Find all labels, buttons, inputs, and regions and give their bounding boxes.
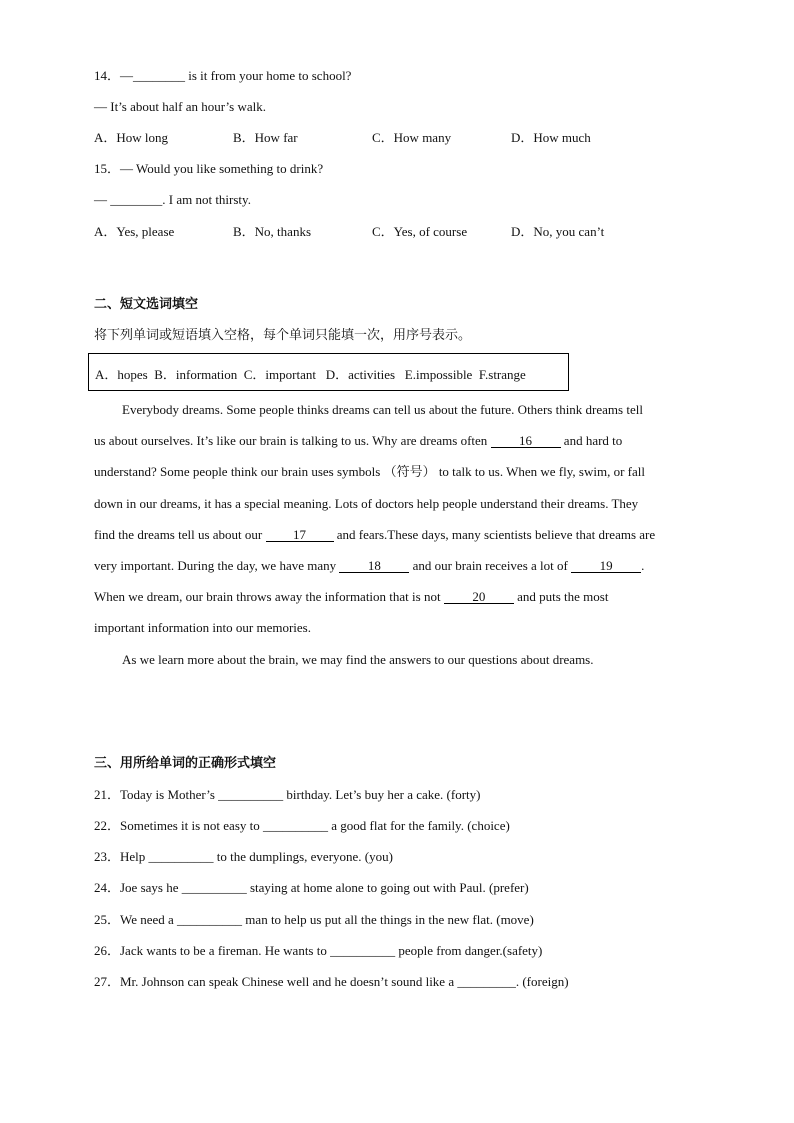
option-c[interactable]: C．Yes, of course <box>372 224 468 239</box>
passage-text: find the dreams tell us about our <box>94 527 266 542</box>
passage-text: and our brain receives a lot of <box>409 558 572 573</box>
word-bank-box <box>88 353 569 391</box>
question-22: 22．Sometimes it is not easy to __________ a good flat for the family. (choice) <box>94 818 510 833</box>
passage-line: understand? Some people think our brain uses symbols （符号） to talk to us. When we fly, swim, or fall <box>94 464 645 479</box>
passage-line: Everybody dreams. Some people thinks dreams can tell us about the future. Others think dreams tell <box>122 402 643 417</box>
passage-line: As we learn more about the brain, we may find the answers to our questions about dreams. <box>122 652 594 667</box>
passage-text: and fears.These days, many scientists believe that dreams are <box>333 527 656 542</box>
question-24: 24．Joe says he __________ staying at home alone to going out with Paul. (prefer) <box>94 880 529 895</box>
passage-text: and puts the most <box>513 589 609 604</box>
section-2-instruction: 将下列单词或短语填入空格，每个单词只能填一次，用序号表示。 <box>94 328 472 343</box>
section-2-heading: 二、短文选词填空 <box>94 297 199 312</box>
word-bank-list: A．hopes B．information C．important D．activities E.impossible F.strange <box>95 367 526 382</box>
question-15-reply: — ________. I am not thirsty. <box>94 192 251 207</box>
question-25: 25．We need a __________ man to help us put all the things in the new flat. (move) <box>94 912 534 927</box>
passage-text: very important. During the day, we have many <box>94 558 340 573</box>
option-d[interactable]: D．No, you can’t <box>511 224 605 239</box>
blank-19[interactable]: 19 <box>571 559 641 573</box>
passage-line <box>94 434 622 448</box>
passage-line <box>94 528 655 542</box>
question-26: 26．Jack wants to be a fireman. He wants to __________ people from danger.(safety) <box>94 943 543 958</box>
passage-line <box>94 559 644 573</box>
option-b[interactable]: B．How far <box>233 130 298 145</box>
option-a[interactable]: A．Yes, please <box>94 224 175 239</box>
option-c[interactable]: C．How many <box>372 130 452 145</box>
blank-20[interactable]: 20 <box>444 590 514 604</box>
section-3-heading: 三、用所给单词的正确形式填空 <box>94 756 277 771</box>
question-14-reply: — It’s about half an hour’s walk. <box>94 99 266 114</box>
question-23: 23．Help __________ to the dumplings, everyone. (you) <box>94 849 393 864</box>
question-21: 21．Today is Mother’s __________ birthday. Let’s buy her a cake. (forty) <box>94 787 481 802</box>
question-27: 27．Mr. Johnson can speak Chinese well and he doesn’t sound like a _________. (foreign) <box>94 974 569 989</box>
passage-text: us about ourselves. It’s like our brain is talking to us. Why are dreams often <box>94 433 491 448</box>
question-14-stem: 14．—________ is it from your home to school? <box>94 68 352 83</box>
blank-17[interactable]: 17 <box>266 528 334 542</box>
blank-18[interactable]: 18 <box>339 559 409 573</box>
passage-text: When we dream, our brain throws away the information that is not <box>94 589 444 604</box>
passage-text: and hard to <box>560 433 623 448</box>
blank-16[interactable]: 16 <box>491 434 561 448</box>
passage-line <box>94 590 608 604</box>
question-15-stem: 15．— Would you like something to drink? <box>94 161 324 176</box>
option-d[interactable]: D．How much <box>511 130 591 145</box>
option-a[interactable]: A．How long <box>94 130 169 145</box>
passage-text: . <box>641 558 645 573</box>
passage-line: down in our dreams, it has a special meaning. Lots of doctors help people understand their dreams. They <box>94 496 639 511</box>
option-b[interactable]: B．No, thanks <box>233 224 312 239</box>
passage-line: important information into our memories. <box>94 620 311 635</box>
